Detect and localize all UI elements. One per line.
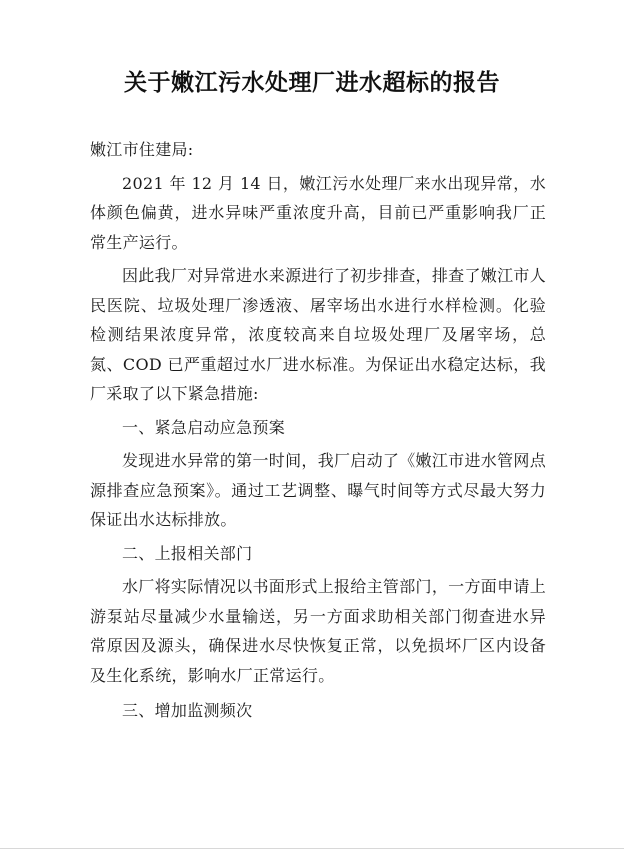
salutation: 嫩江市住建局: <box>90 140 194 159</box>
paragraph-report-departments: 水厂将实际情况以书面形式上报给主管部门，一方面申请上游泵站尽量减少水量输送，另一方面求助相关部门彻查进水异常原因及源头，确保进水尽快恢复正常，以免损坏厂区内设备及生化系统，影响水厂正常运行。 <box>90 577 546 685</box>
paragraph-emergency-plan: 发现进水异常的第一时间，我厂启动了《嫩江市进水管网点源排查应急预案》。通过工艺调整、曝气时间等方式尽最大努力保证出水达标排放。 <box>90 451 546 529</box>
document-title: 关于嫩江污水处理厂进水超标的报告 <box>124 69 500 96</box>
paragraph-investigation: 因此我厂对异常进水来源进行了初步排查，排查了嫩江市人民医院、垃圾处理厂渗透液、屠宰场出水进行水样检测。化验检测结果浓度异常，浓度较高来自垃圾处理厂及屠宰场，总氮、COD 已严重超过水厂进水标准。为保证出水稳定达标，我厂采取了以下紧急措施: <box>90 266 546 403</box>
page-bottom-divider <box>0 848 624 849</box>
section-heading-report-departments: 二、上报相关部门 <box>122 543 253 563</box>
section-heading-emergency-plan: 一、紧急启动应急预案 <box>122 417 286 437</box>
paragraph-incident: 2021 年 12 月 14 日，嫩江污水处理厂来水出现异常，水体颜色偏黄，进水异味严重浓度升高，目前已严重影响我厂正常生产运行。 <box>90 173 546 252</box>
section-heading-monitoring: 三、增加监测频次 <box>122 701 253 720</box>
document-body <box>90 135 546 730</box>
